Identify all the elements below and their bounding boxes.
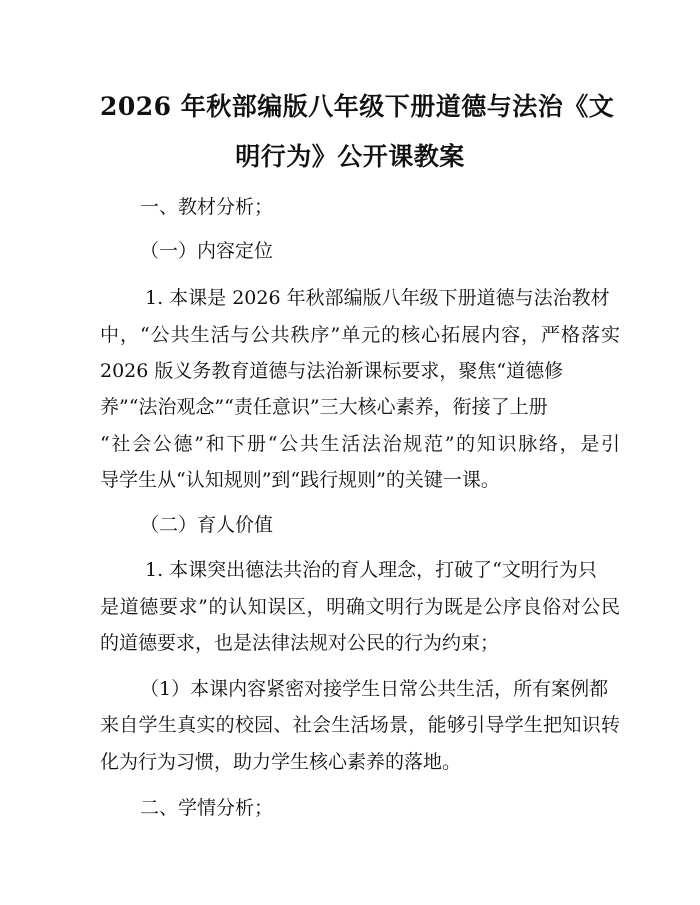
paragraph-3-line-3: 化为行为习惯，助力学生核心素养的落地。 [100, 751, 462, 773]
paragraph-2-line-2: 是道德要求”的认知误区，明确文明行为既是公序良俗对公民 [100, 596, 620, 618]
document-title-line-2: 明行为》公开课教案 [235, 142, 465, 171]
paragraph-3-line-2: 来自学生真实的校园、社会生活场景，能够引导学生把知识转 [100, 714, 620, 736]
document-title-line-1: 2026 年秋部编版八年级下册道德与法治《文 [100, 92, 615, 121]
paragraph-1-line-1: 1. 本课是 2026 年秋部编版八年级下册道德与法治教材 [145, 287, 610, 309]
paragraph-1-line-5: “社会公德”和下册“公共生活法治规范”的知识脉络，是引 [100, 433, 620, 455]
paragraph-2-line-3: 的道德要求，也是法律法规对公民的行为约束； [100, 632, 500, 654]
section-heading-learner-analysis: 二、学情分析； [140, 797, 274, 819]
paragraph-1-line-3: 2026 版义务教育道德与法治新课标要求，聚焦“道德修 [100, 360, 564, 382]
subsection-heading-content-positioning: （一）内容定位 [140, 240, 274, 262]
section-heading-textbook-analysis: 一、教材分析； [140, 196, 274, 218]
paragraph-1-line-6: 导学生从“认知规则”到“践行规则”的关键一课。 [100, 469, 500, 491]
paragraph-1-line-4: 养”“法治观念”“责任意识”三大核心素养，衔接了上册 [100, 396, 548, 418]
paragraph-3-line-1: （1）本课内容紧密对接学生日常公共生活，所有案例都 [140, 678, 609, 700]
subsection-heading-educational-value: （二）育人价值 [140, 514, 274, 536]
paragraph-1-line-2: 中，“公共生活与公共秩序”单元的核心拓展内容，严格落实 [100, 324, 620, 346]
paragraph-2-line-1: 1. 本课突出德法共治的育人理念，打破了“文明行为只 [145, 559, 597, 581]
